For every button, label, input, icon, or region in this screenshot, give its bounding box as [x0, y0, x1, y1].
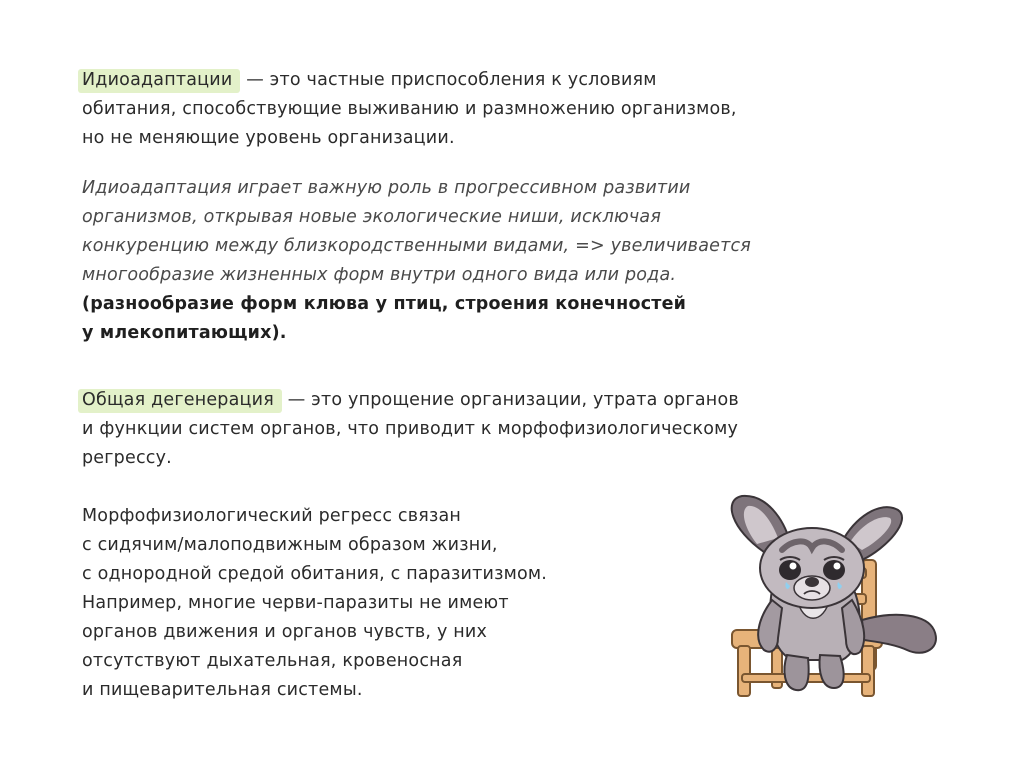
term-highlight-idioadaptation: Идиоадаптации: [78, 69, 240, 93]
idioadaptation-role-paragraph: Идиоадаптация играет важную роль в прогрессивном развитии организмов, открывая новые экологические ниши, исключая конкуренцию между близкородственными видами, => увеличивается многообразие жизненных форм внутри одного вида или рода.: [82, 178, 752, 285]
degeneration-definition: Общая дегенерация — это упрощение организации, утрата органов и функции систем органов, что приводит к морфофизиологическому регрессу.: [82, 386, 739, 473]
idioadaptation-definition: Идиоадаптации — это частные приспособления к условиям обитания, способствующие выживанию и размножению организмов, но не меняющие уровень организации.: [82, 66, 737, 153]
sad-fennec-on-chair-icon: [712, 490, 948, 700]
examples-paragraph: (разнообразие форм клюва у птиц, строения конечностей у млекопитающих).: [82, 294, 687, 343]
regress-paragraph: Морфофизиологический регресс связан с сидячим/малоподвижным образом жизни, с однородной средой обитания, с паразитизмом. Например, многие черви-паразиты не имеют органов движения и органов чувств, у них отсутствуют дыхательная, кровеносная и пищеварительная системы.: [82, 506, 548, 700]
term-highlight-degeneration: Общая дегенерация: [78, 389, 282, 413]
